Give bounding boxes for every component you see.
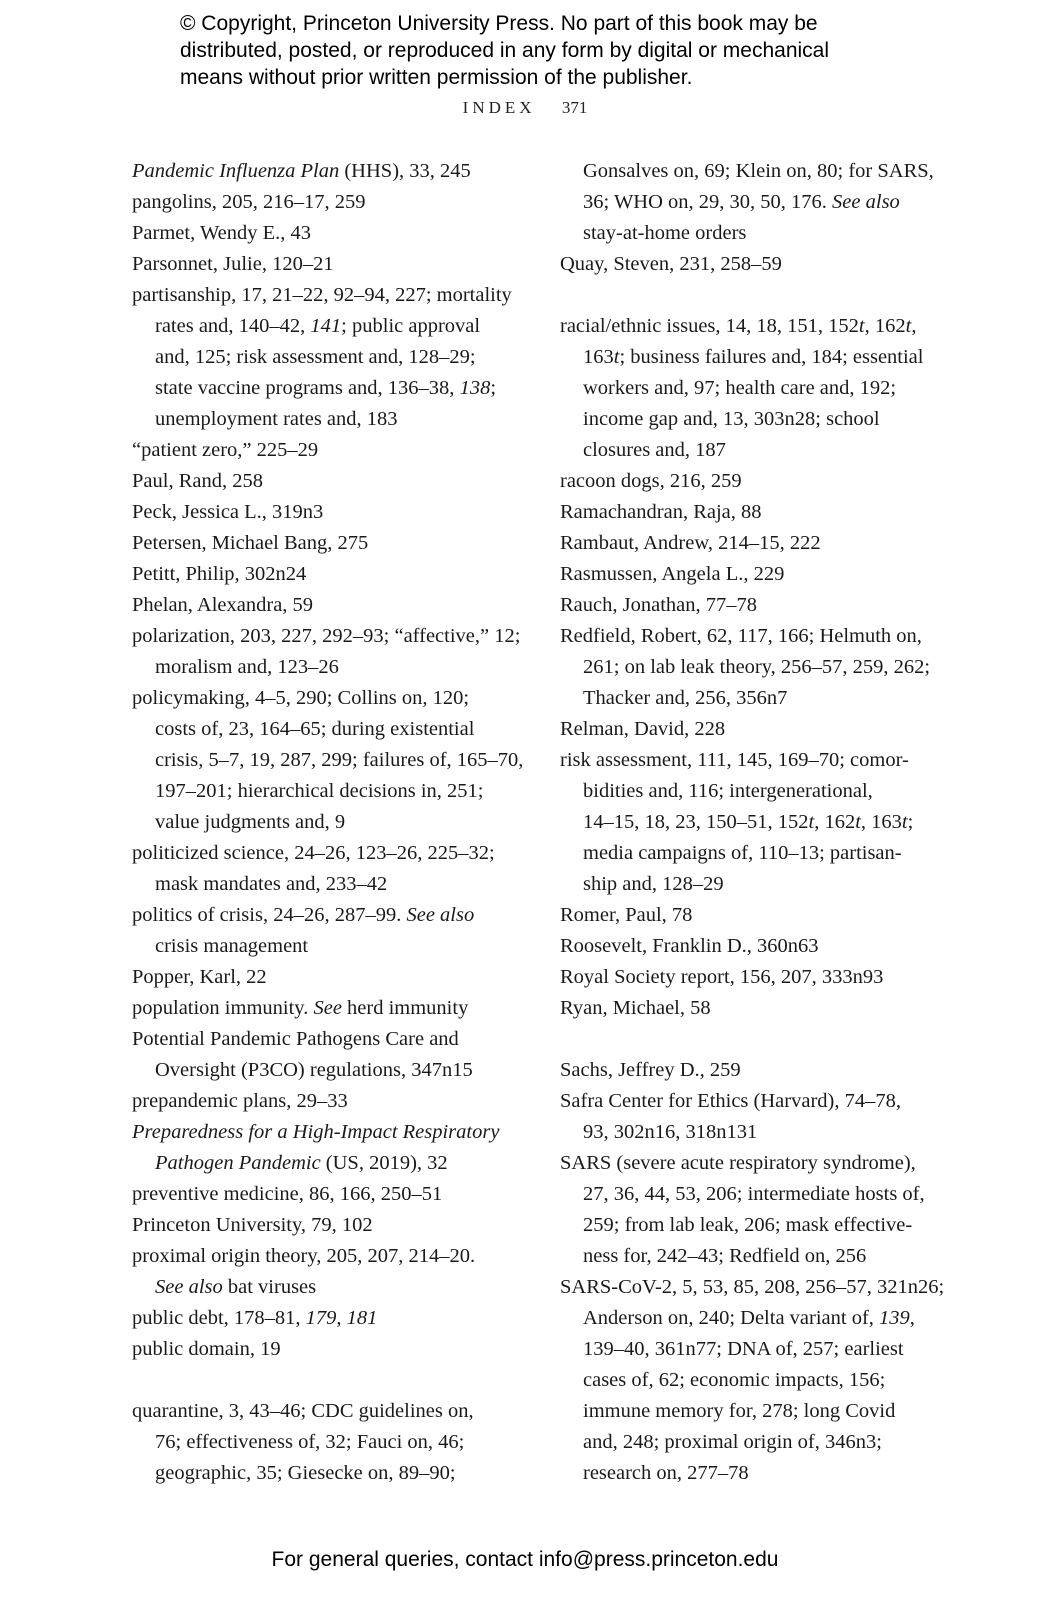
index-entry (132, 187, 532, 218)
index-line: polarization, 203, 227, 292–93; “affective,” 12; (132, 625, 521, 647)
index-entry (560, 559, 945, 590)
index-entry (560, 1148, 945, 1272)
index-line: 27, 36, 44, 53, 206; intermediate hosts of, (583, 1183, 925, 1205)
index-entry (560, 714, 945, 745)
index-entry (132, 1086, 532, 1117)
index-line: policymaking, 4–5, 290; Collins on, 120; (132, 687, 470, 709)
index-entry (560, 1272, 945, 1489)
index-line: Rauch, Jonathan, 77–78 (560, 594, 757, 616)
index-line: unemployment rates and, 183 (155, 408, 398, 430)
index-line: prepandemic plans, 29–33 (132, 1090, 348, 1112)
index-line: Safra Center for Ethics (Harvard), 74–78, (560, 1090, 901, 1112)
index-line: rates and, 140–42, 141; public approval (155, 315, 481, 337)
index-column-right (560, 156, 945, 1489)
index-line: Parsonnet, Julie, 120–21 (132, 253, 334, 275)
index-line: Ramachandran, Raja, 88 (560, 501, 762, 523)
index-entry (560, 528, 945, 559)
index-line: Potential Pandemic Pathogens Care and (132, 1028, 459, 1050)
index-line: preventive medicine, 86, 166, 250–51 (132, 1183, 443, 1205)
index-entry (132, 156, 532, 187)
index-line: Rambaut, Andrew, 214–15, 222 (560, 532, 821, 554)
index-line: 163t; business failures and, 184; essential (583, 346, 924, 368)
index-entry (560, 466, 945, 497)
index-line: 259; from lab leak, 206; mask effective- (583, 1214, 913, 1236)
index-entry (560, 1055, 945, 1086)
index-entry (132, 466, 532, 497)
index-entry (132, 280, 532, 435)
index-line: 139–40, 361n77; DNA of, 257; earliest (583, 1338, 904, 1360)
footer-contact: For general queries, contact info@press.princeton.edu (271, 1548, 779, 1571)
index-line: 14–15, 18, 23, 150–51, 152t, 162t, 163t; (583, 811, 914, 833)
index-entry (132, 1179, 532, 1210)
index-line: public debt, 178–81, 179, 181 (132, 1307, 378, 1329)
index-line: Anderson on, 240; Delta variant of, 139, (583, 1307, 915, 1329)
index-line: immune memory for, 278; long Covid (583, 1400, 896, 1422)
index-line: Rasmussen, Angela L., 229 (560, 563, 785, 585)
index-entry (132, 497, 532, 528)
index-line: proximal origin theory, 205, 207, 214–20. (132, 1245, 476, 1267)
index-line: income gap and, 13, 303n28; school (583, 408, 880, 430)
index-line: Ryan, Michael, 58 (560, 997, 711, 1019)
index-line: Roosevelt, Franklin D., 360n63 (560, 935, 819, 957)
index-line: Princeton University, 79, 102 (132, 1214, 373, 1236)
index-entry (560, 993, 945, 1024)
running-head-label: INDEX (462, 98, 536, 117)
index-line: Quay, Steven, 231, 258–59 (560, 253, 782, 275)
copyright-line: means without prior written permission of the publisher. (180, 66, 693, 89)
index-line: Popper, Karl, 22 (132, 966, 267, 988)
index-line: Phelan, Alexandra, 59 (132, 594, 314, 616)
index-line: crisis, 5–7, 19, 287, 299; failures of, 165–70, (155, 749, 524, 771)
index-entry (560, 931, 945, 962)
index-line: Relman, David, 228 (560, 718, 726, 740)
index-line: Petitt, Philip, 302n24 (132, 563, 307, 585)
index-line: racoon dogs, 216, 259 (560, 470, 742, 492)
index-line: population immunity. See herd immunity (132, 997, 469, 1019)
index-entry (132, 559, 532, 590)
index-line: Romer, Paul, 78 (560, 904, 693, 926)
index-entry (132, 683, 532, 838)
index-entry (132, 1210, 532, 1241)
index-line: racial/ethnic issues, 14, 18, 151, 152t, 162t, (560, 315, 917, 337)
index-line: research on, 277–78 (583, 1462, 749, 1484)
index-line: Pathogen Pandemic (US, 2019), 32 (155, 1152, 448, 1174)
index-line: 93, 302n16, 318n131 (583, 1121, 758, 1143)
index-line: 76; effectiveness of, 32; Fauci on, 46; (155, 1431, 465, 1453)
index-line: Gonsalves on, 69; Klein on, 80; for SARS, (583, 160, 934, 182)
index-line: media campaigns of, 110–13; partisan- (583, 842, 902, 864)
index-entry (132, 1334, 532, 1365)
index-line: moralism and, 123–26 (155, 656, 339, 678)
index-line: Royal Society report, 156, 207, 333n93 (560, 966, 884, 988)
index-entry (560, 621, 945, 714)
index-line: Preparedness for a High-Impact Respiratory (132, 1121, 500, 1143)
index-line: “patient zero,” 225–29 (132, 439, 319, 461)
index-entry (132, 590, 532, 621)
index-line: state vaccine programs and, 136–38, 138; (155, 377, 497, 399)
index-line: workers and, 97; health care and, 192; (583, 377, 897, 399)
index-line: 261; on lab leak theory, 256–57, 259, 262; (583, 656, 931, 678)
copyright-line: distributed, posted, or reproduced in any form by digital or mechanical (180, 39, 830, 62)
copyright-line: © Copyright, Princeton University Press. No part of this book may be (180, 12, 818, 35)
index-entry (560, 497, 945, 528)
index-entry (132, 1241, 532, 1303)
index-line: Peck, Jessica L., 319n3 (132, 501, 324, 523)
index-entry (132, 1303, 532, 1334)
index-line: value judgments and, 9 (155, 811, 346, 833)
index-entry (132, 435, 532, 466)
index-line: See also bat viruses (155, 1276, 317, 1298)
index-entry (560, 900, 945, 931)
index-line: costs of, 23, 164–65; during existential (155, 718, 475, 740)
index-entry (132, 962, 532, 993)
index-line: politicized science, 24–26, 123–26, 225–32; (132, 842, 495, 864)
index-entry (132, 249, 532, 280)
index-line: and, 125; risk assessment and, 128–29; (155, 346, 476, 368)
index-line: stay-at-home orders (583, 222, 747, 244)
page-number: 371 (561, 98, 588, 117)
index-line: 36; WHO on, 29, 30, 50, 176. See also (583, 191, 900, 213)
index-line: cases of, 62; economic impacts, 156; (583, 1369, 886, 1391)
index-line: ship and, 128–29 (583, 873, 724, 895)
index-line: crisis management (155, 935, 309, 957)
index-entry (132, 838, 532, 900)
index-entry (560, 249, 945, 280)
index-entry (132, 528, 532, 559)
index-line: bidities and, 116; intergenerational, (583, 780, 873, 802)
index-line: geographic, 35; Giesecke on, 89–90; (155, 1462, 456, 1484)
index-line: SARS-CoV-2, 5, 53, 85, 208, 256–57, 321n26; (560, 1276, 945, 1298)
index-entry (560, 962, 945, 993)
index-line: Parmet, Wendy E., 43 (132, 222, 312, 244)
index-line: Oversight (P3CO) regulations, 347n15 (155, 1059, 473, 1081)
index-column-left (132, 156, 532, 1489)
index-entry (132, 993, 532, 1024)
index-line: and, 248; proximal origin of, 346n3; (583, 1431, 882, 1453)
index-line: Thacker and, 256, 356n7 (583, 687, 788, 709)
letter-section-gap (560, 1024, 945, 1055)
index-line: risk assessment, 111, 145, 169–70; comor- (560, 749, 909, 771)
index-line: partisanship, 17, 21–22, 92–94, 227; mortality (132, 284, 512, 306)
running-head (0, 98, 1050, 118)
letter-section-gap (132, 1365, 532, 1396)
index-entry-continued (560, 156, 945, 249)
index-entry (132, 621, 532, 683)
index-entry (132, 1024, 532, 1086)
index-entry (132, 1117, 532, 1179)
letter-section-gap (560, 280, 945, 311)
index-entry (560, 590, 945, 621)
index-line: Sachs, Jeffrey D., 259 (560, 1059, 741, 1081)
index-entry (132, 218, 532, 249)
index-entry (560, 311, 945, 466)
index-line: quarantine, 3, 43–46; CDC guidelines on, (132, 1400, 474, 1422)
index-line: SARS (severe acute respiratory syndrome), (560, 1152, 916, 1174)
index-line: Redfield, Robert, 62, 117, 166; Helmuth on, (560, 625, 922, 647)
index-line: closures and, 187 (583, 439, 726, 461)
index-entry (132, 1396, 532, 1489)
index-line: Paul, Rand, 258 (132, 470, 263, 492)
index-line: Pandemic Influenza Plan (HHS), 33, 245 (132, 160, 471, 182)
copyright-notice (180, 10, 940, 91)
index-line: politics of crisis, 24–26, 287–99. See also (132, 904, 475, 926)
index-line: ness for, 242–43; Redfield on, 256 (583, 1245, 867, 1267)
index-entry (560, 1086, 945, 1148)
index-line: 197–201; hierarchical decisions in, 251; (155, 780, 484, 802)
index-line: Petersen, Michael Bang, 275 (132, 532, 369, 554)
index-line: pangolins, 205, 216–17, 259 (132, 191, 366, 213)
index-entry (560, 745, 945, 900)
index-line: public domain, 19 (132, 1338, 281, 1360)
index-line: mask mandates and, 233–42 (155, 873, 388, 895)
index-entry (132, 900, 532, 962)
